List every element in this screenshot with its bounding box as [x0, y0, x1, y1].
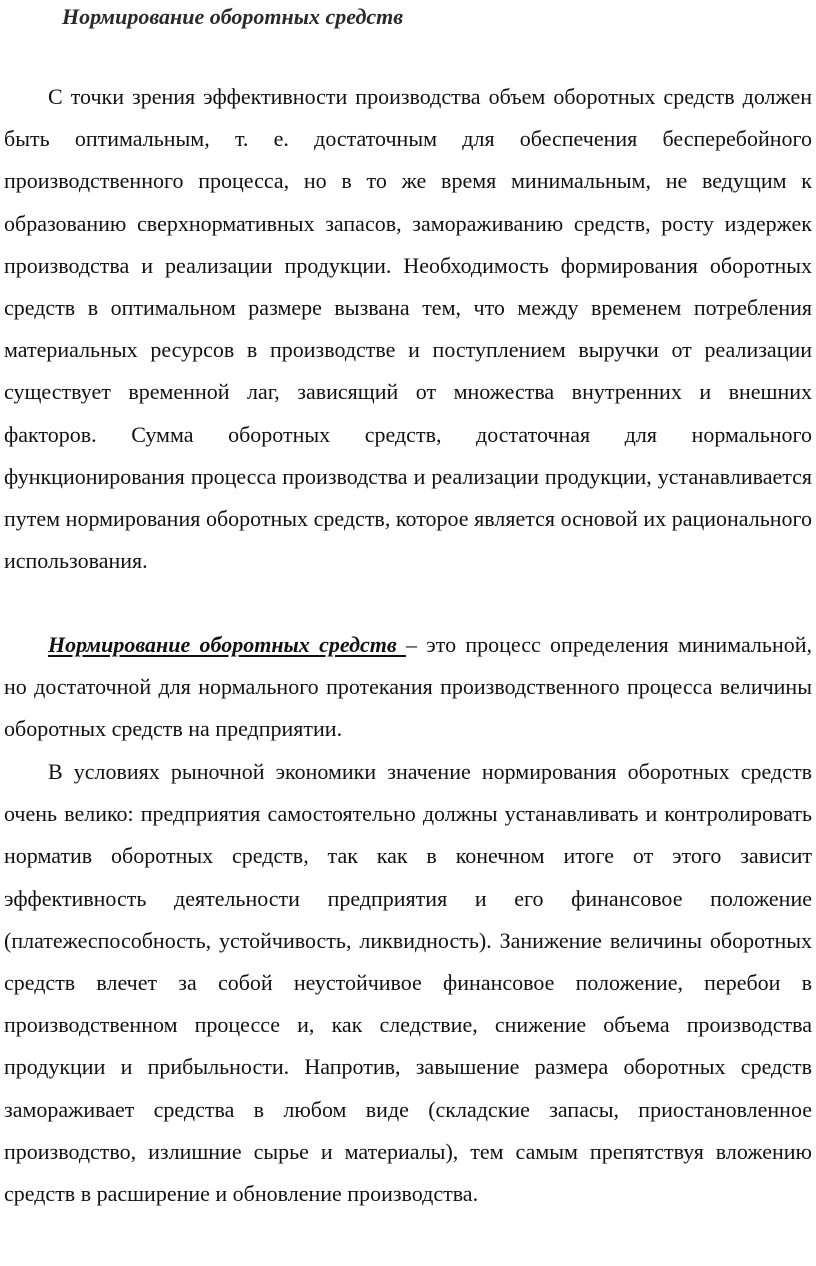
paragraph-market-economy: В условиях рыночной экономики значение нормирования оборотных средств очень велико: предприятия самостоятельно должны устанавливать и контролировать норматив оборотных средств, так как в конечном итоге от этого зависит эффективность деятельности предприятия и его финансовое положение (платежеспособность, устойчивость, ликвидность). Занижение величины оборотных средств влечет за собой неустойчивое финансовое положение, перебои в производственном процессе и, как следствие, снижение объема производства продукции и прибыльности. Напротив, завышение размера оборотных средств замораживает средства в любом виде (складские запасы, приостановленное производство, излишние сырье и материалы), тем самым препятствуя вложению средств в расширение и обновление производства.: [4, 759, 812, 1207]
document-title: Нормирование оборотных средств: [62, 4, 404, 29]
paragraph-efficiency: С точки зрения эффективности производства объем оборотных средств должен быть оптимальным, т. е. достаточным для обеспечения бесперебойного производственного процесса, но в то же время минимальным, не ведущим к образованию сверхнормативных запасов, замораживанию средств, росту издержек производства и реализации продукции. Необходимость формирования оборотных средств в оптимальном размере вызвана тем, что между временем потребления материальных ресурсов в производстве и поступлением выручки от реализации существует временной лаг, зависящий от множества внутренних и внешних факторов. Сумма оборотных средств, достаточная для нормального функционирования процесса производства и реализации продукции, устанавливается путем нормирования оборотных средств, которое является основой их рационального использования.: [4, 84, 812, 574]
paragraph-definition: [4, 624, 812, 751]
definition-text: – это процесс определения минимальной, но достаточной для нормального протекания производственного процесса величины оборотных средств на предприятии.: [4, 632, 812, 742]
defined-term: Нормирование оборотных средств: [48, 632, 406, 657]
